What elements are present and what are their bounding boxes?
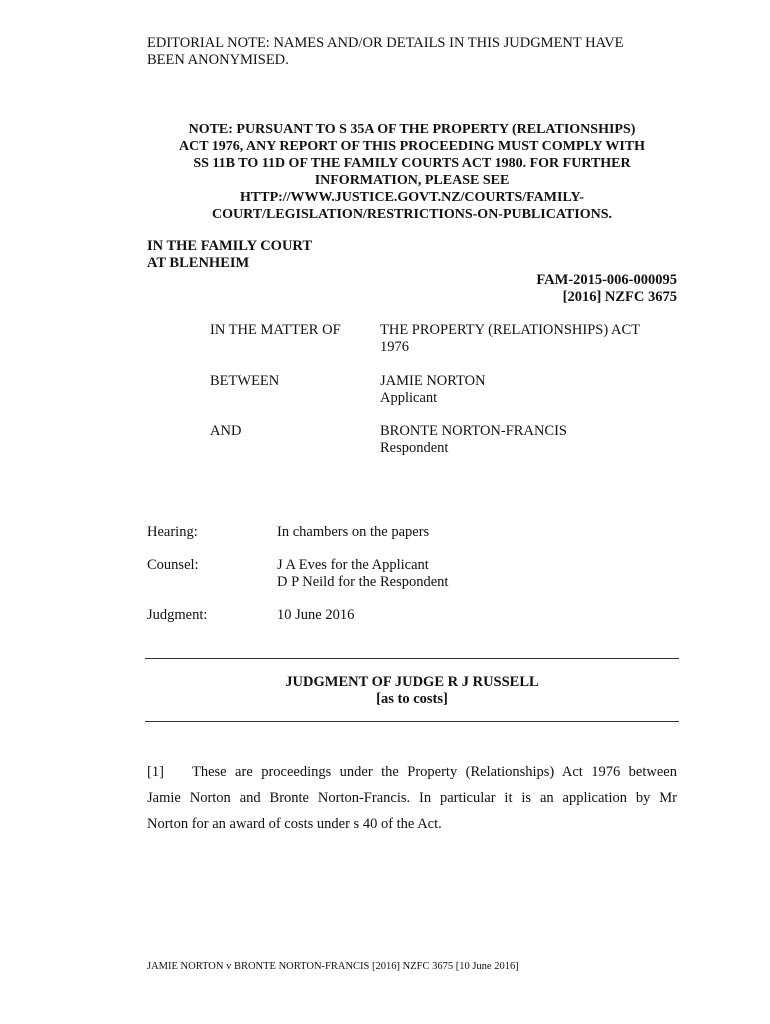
hearing-value: In chambers on the papers: [277, 524, 430, 540]
paragraph-line: Jamie Norton and Bronte Norton-Francis. In particular it is an application by Mr: [147, 790, 677, 806]
counsel-line: J A Eves for the Applicant: [277, 557, 429, 573]
divider-top: [145, 658, 679, 659]
matter-value-line: THE PROPERTY (RELATIONSHIPS) ACT: [380, 322, 641, 338]
note-line: HTTP://WWW.JUSTICE.GOVT.NZ/COURTS/FAMILY-: [240, 190, 584, 205]
note-line: NOTE: PURSUANT TO S 35A OF THE PROPERTY (RELATIONSHIPS): [188, 122, 636, 137]
paragraph-line: [147, 759, 677, 785]
paragraph-text: These are proceedings under the Property (Relationships) Act 1976 between: [192, 764, 677, 780]
counsel-label: Counsel:: [147, 557, 199, 573]
court-location: AT BLENHEIM: [147, 255, 250, 271]
file-number: FAM-2015-006-000095: [536, 272, 677, 288]
page-footer: JAMIE NORTON v BRONTE NORTON-FRANCIS [2016] NZFC 3675 [10 June 2016]: [147, 961, 519, 972]
note-line: ACT 1976, ANY REPORT OF THIS PROCEEDING MUST COMPLY WITH: [179, 139, 645, 154]
court-name: IN THE FAMILY COURT: [147, 238, 313, 254]
respondent-role: Respondent: [380, 440, 449, 456]
matter-value: [380, 322, 680, 356]
editorial-note-line: EDITORIAL NOTE: NAMES AND/OR DETAILS IN THIS JUDGMENT HAVE: [147, 35, 624, 51]
publication-restriction-note: [147, 121, 677, 223]
note-line: SS 11B TO 11D OF THE FAMILY COURTS ACT 1980. FOR FURTHER: [193, 156, 631, 171]
matter-value-line: 1976: [380, 339, 409, 355]
court-heading: [147, 238, 312, 272]
hearing-label: Hearing:: [147, 524, 198, 540]
case-references: [536, 272, 677, 306]
respondent-name: BRONTE NORTON-FRANCIS: [380, 423, 567, 439]
respondent-block: [380, 423, 680, 457]
and-label: AND: [210, 423, 242, 439]
judgment-date-label: Judgment:: [147, 607, 208, 623]
judgment-date-value: 10 June 2016: [277, 607, 355, 623]
paragraph-number: [1]: [147, 764, 164, 780]
applicant-role: Applicant: [380, 390, 438, 406]
matter-label: IN THE MATTER OF: [210, 322, 341, 338]
judgment-title-main: JUDGMENT OF JUDGE R J RUSSELL: [285, 674, 539, 690]
divider-bottom: [145, 721, 679, 722]
judgment-title: [145, 674, 679, 708]
counsel-value: [277, 557, 677, 591]
applicant-name: JAMIE NORTON: [380, 373, 486, 389]
paragraph-1: [147, 759, 677, 837]
note-line: INFORMATION, PLEASE SEE: [314, 173, 510, 188]
neutral-citation: [2016] NZFC 3675: [562, 289, 677, 305]
between-label: BETWEEN: [210, 373, 280, 389]
judgment-title-sub: [as to costs]: [376, 691, 448, 707]
editorial-note-line: BEEN ANONYMISED.: [147, 52, 289, 68]
applicant-block: [380, 373, 680, 407]
editorial-note: [147, 35, 677, 69]
counsel-line: D P Neild for the Respondent: [277, 574, 449, 590]
paragraph-line: Norton for an award of costs under s 40 of the Act.: [147, 816, 442, 832]
note-line: COURT/LEGISLATION/RESTRICTIONS-ON-PUBLICATIONS.: [211, 207, 613, 222]
